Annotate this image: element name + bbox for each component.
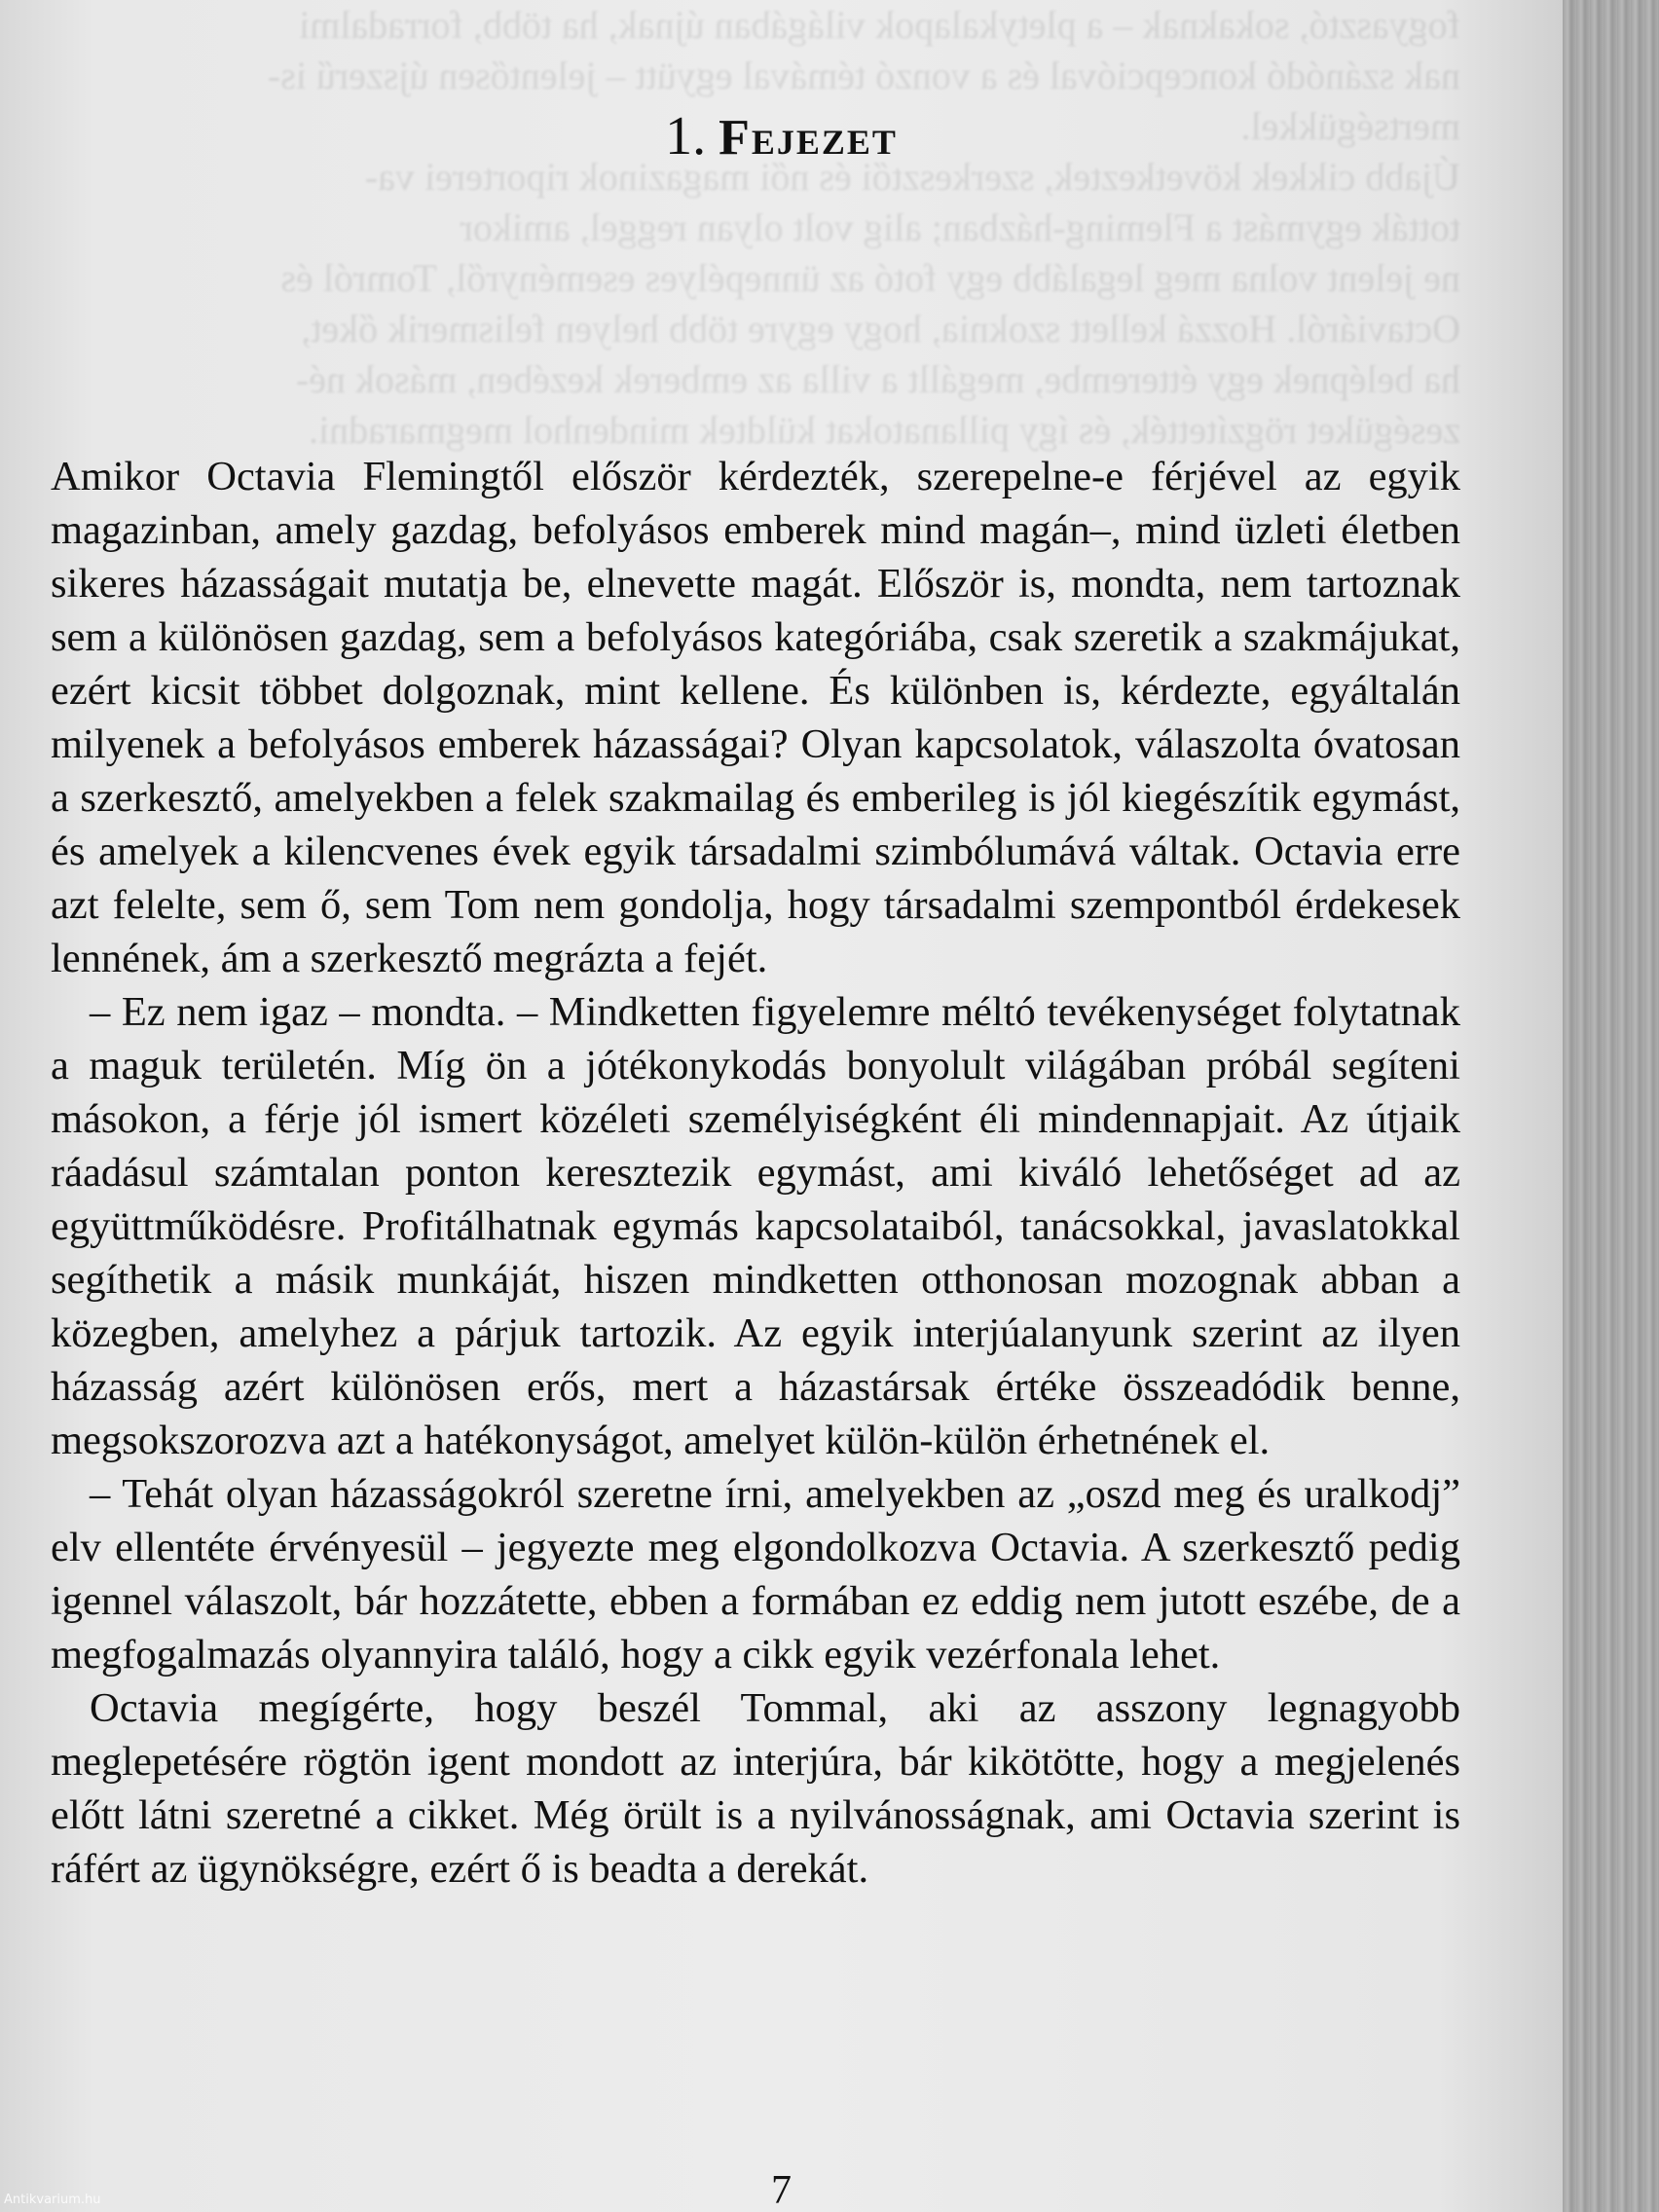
chapter-label: Fejezet — [719, 110, 898, 166]
bleed-line: ne jelent volna meg legalább egy fotó az ünnepélyes eseményről, Tomról és — [280, 256, 1460, 300]
bleed-line: nak szánódó koncepcióval és a vonzó témával együtt – jelentősen újszerű is- — [267, 54, 1460, 97]
body-text — [51, 450, 1460, 1896]
bleed-line: tották egymást a Fleming-házban; alig volt olyan reggel, amikor — [460, 205, 1460, 249]
chapter-heading — [0, 105, 1563, 167]
paragraph-4: Octavia megígérte, hogy beszél Tommal, aki az asszony legnagyobb meglepetésére rögtön igent mondott az interjúra, bár kikötötte, hogy a megjelenés előtt látni szeretné a cikket. Még örült is a nyilvánosságnak, ami Octavia szerint is ráfért az ügynökségre, ezért ő is beadta a derekát. — [51, 1685, 1460, 1892]
bleed-through-text — [58, 0, 1460, 456]
source-watermark: Antikvarium.hu — [4, 2193, 101, 2207]
bleed-line: fogyasztó, sokaknak – a pletykalapok világában újnak, ha több, forradalmi — [299, 3, 1460, 47]
bleed-line: Octaviáról. Hozzá kellett szoknia, hogy egyre több helyen felismerik őket, — [301, 307, 1460, 350]
paragraph-3: – Tehát olyan házasságokról szeretne írni, amelyekben az „oszd meg és uralkodj” elv ellentéte érvényesül – jegyezte meg elgondolkozva Octavia. A szerkesztő pedig igennel válaszolt, bár hozzátette, ebben a formában ez eddig nem jutott eszébe, de a megfogalmazás olyannyira találó, hogy a cikk egyik vezérfonala lehet. — [51, 1471, 1460, 1677]
paragraph-1: Amikor Octavia Flemingtől először kérdezték, szerepelne-e férjével az egyik magazinban, amely gazdag, befolyásos emberek mind magán–, mind üzleti életben sikeres házasságait mutatja be, elnevette magát. Először is, mondta, nem tartoznak sem a különösen gazdag, sem a befolyásos kategóriába, csak szeretik a szakmájukat, ezért kicsit többet dolgoznak, mint kellene. És különben is, kérdezte, egyáltalán milyenek a befolyásos emberek házasságai? Olyan kapcsolatok, válaszolta óvatosan a szerkesztő, amelyekben a felek szakmailag és emberileg is jól kiegészítik egymást, és amelyek a kilencvenes évek egyik társadalmi szimbólumává váltak. Octavia erre azt felelte, sem ő, sem Tom nem gondolja, hogy társadalmi szempontból érdekesek lennének, ám a szerkesztő megrázta a fejét. — [51, 454, 1460, 981]
bleed-line: mertségükkel. — [1240, 104, 1460, 148]
page-number: 7 — [771, 2168, 792, 2212]
bleed-line: zeségüket rögzítették, és így pillanatokat küldtek mindenhol megmaradni. — [309, 408, 1460, 452]
page-stack-edge — [1563, 0, 1659, 2212]
chapter-number: 1. — [665, 106, 707, 166]
bleed-line: Újabb cikkek következtek, szerkesztői és női magazinok riporterei va- — [364, 155, 1460, 199]
paragraph-2: – Ez nem igaz – mondta. – Mindketten figyelemre méltó tevékenységet folytatnak a maguk területén. Míg ön a jótékonykodás bonyolult világában próbál segíteni másokon, a férje jól ismert közéleti személyiségként éli mindennapjait. Az útjaik ráadásul számtalan ponton keresztezik egymást, ami kiváló lehetőséget ad az együttműködésre. Profitálhatnak egymás kapcsolataiból, tanácsokkal, javaslatokkal segíthetik a másik munkáját, hiszen mindketten otthonosan mozognak abban a közegben, amelyhez a párjuk tartozik. Az egyik interjúalanyunk szerint az ilyen házasság azért különösen erős, mert a házastársak értéke összeadódik benne, megsokszorozva azt a hatékonyságot, amelyet külön-külön érhetnének el. — [51, 989, 1460, 1463]
bleed-line: ha belépnek egy étterembe, megállt a villa az emberek kezében, mások né- — [295, 357, 1460, 401]
